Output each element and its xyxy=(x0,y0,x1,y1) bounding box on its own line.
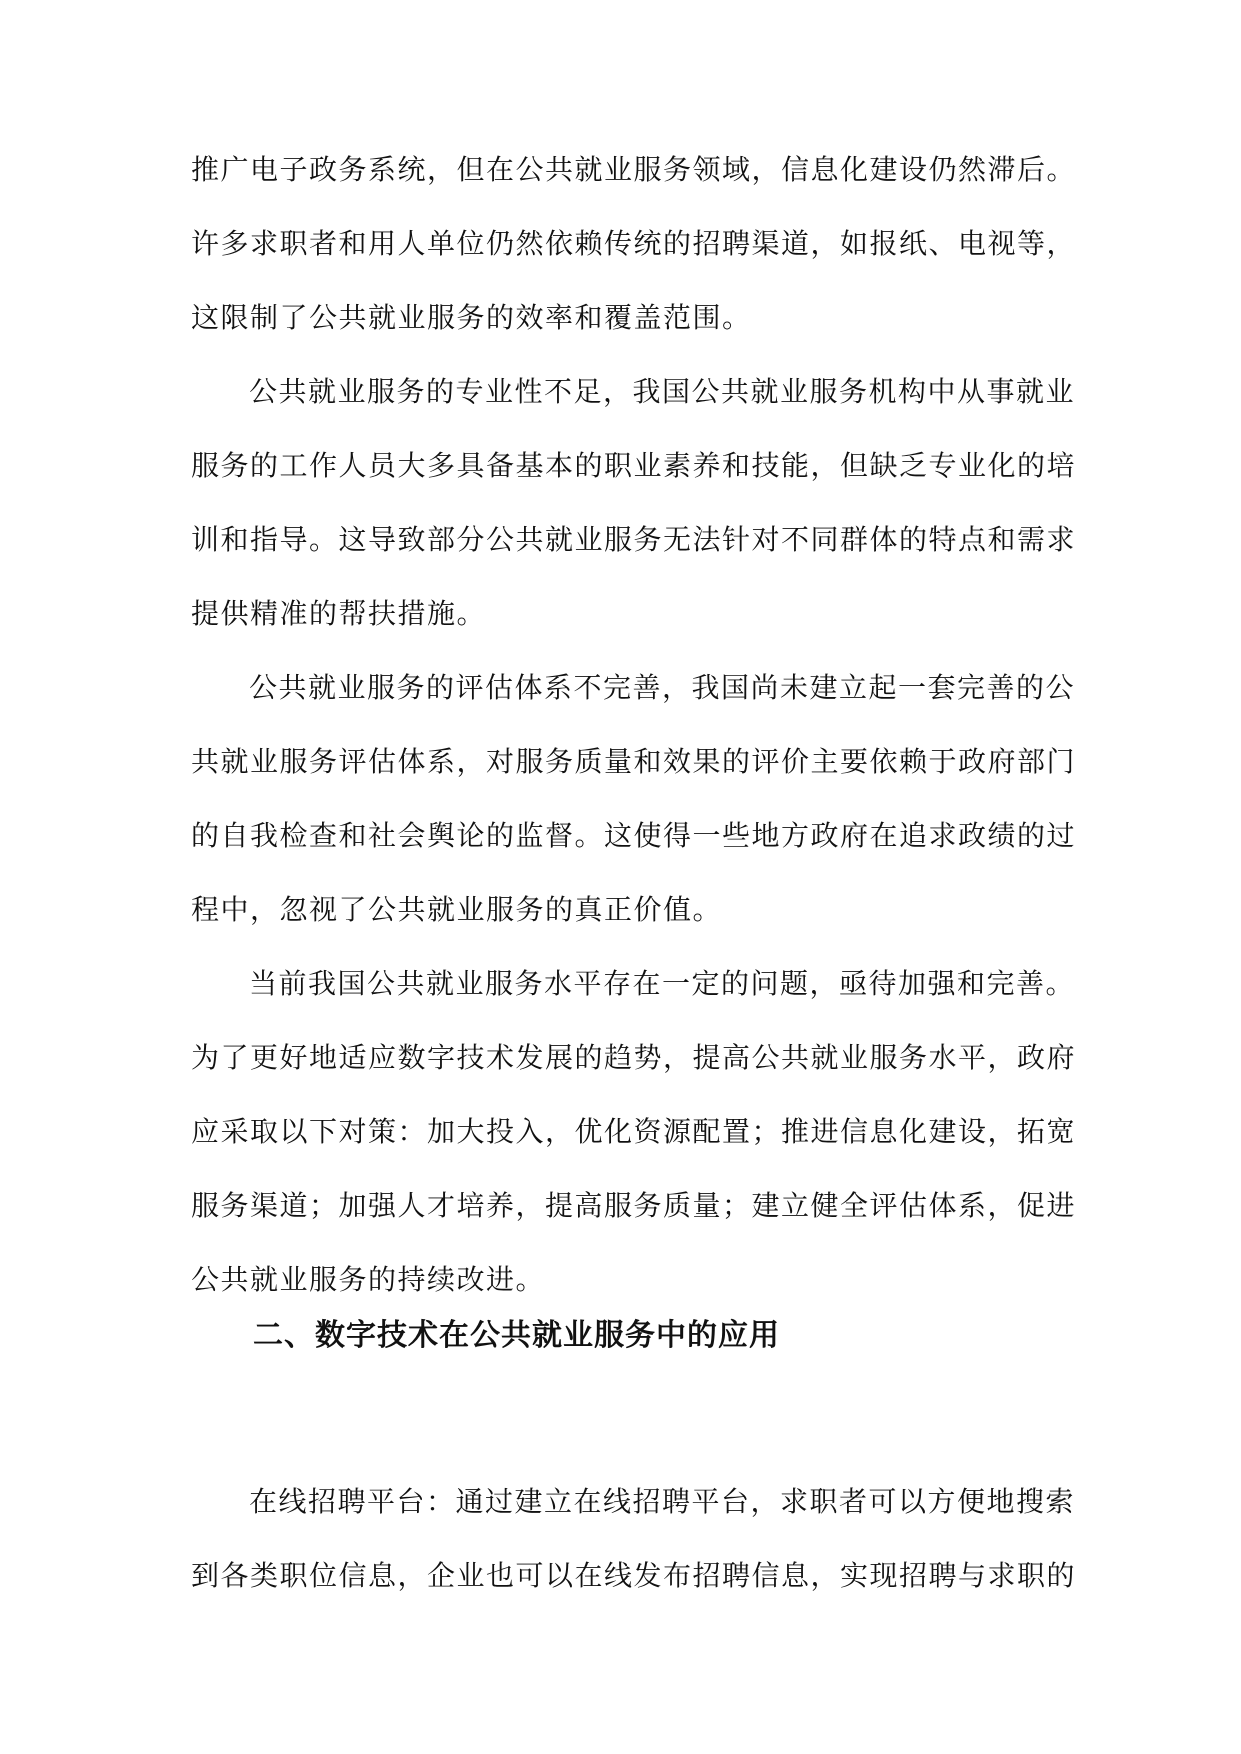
paragraph-line: 服务渠道；加强人才培养，提高服务质量；建立健全评估体系，促进 xyxy=(191,1189,1077,1222)
paragraph-line: 应采取以下对策：加大投入，优化资源配置；推进信息化建设，拓宽 xyxy=(191,1115,1077,1148)
paragraph-line: 的自我检查和社会舆论的监督。这使得一些地方政府在追求政绩的过 xyxy=(191,819,1077,852)
paragraph-line: 公共就业服务的专业性不足，我国公共就业服务机构中从事就业 xyxy=(249,375,1076,408)
paragraph-line: 训和指导。这导致部分公共就业服务无法针对不同群体的特点和需求 xyxy=(191,523,1077,556)
paragraph-2 xyxy=(191,355,1077,651)
paragraph-line: 在线招聘平台：通过建立在线招聘平台，求职者可以方便地搜索 xyxy=(249,1485,1076,1518)
paragraph-line: 共就业服务评估体系，对服务质量和效果的评价主要依赖于政府部门 xyxy=(191,745,1077,778)
paragraph-5 xyxy=(191,1465,1077,1613)
paragraph-line: 许多求职者和用人单位仍然依赖传统的招聘渠道，如报纸、电视等， xyxy=(191,227,1077,260)
paragraph-line: 推广电子政务系统，但在公共就业服务领域，信息化建设仍然滞后。 xyxy=(191,153,1077,186)
paragraph-3 xyxy=(191,651,1077,947)
paragraph-line: 公共就业服务的持续改进。 xyxy=(191,1263,546,1296)
paragraph-line: 提供精准的帮扶措施。 xyxy=(191,597,487,630)
paragraph-line: 服务的工作人员大多具备基本的职业素养和技能，但缺乏专业化的培 xyxy=(191,449,1077,482)
paragraph-line: 当前我国公共就业服务水平存在一定的问题，亟待加强和完善。 xyxy=(249,967,1076,1000)
paragraph-line: 这限制了公共就业服务的效率和覆盖范围。 xyxy=(191,301,752,334)
paragraph-1 xyxy=(191,133,1077,355)
paragraph-4 xyxy=(191,947,1077,1317)
paragraph-line: 程中，忽视了公共就业服务的真正价值。 xyxy=(191,893,723,926)
paragraph-line: 为了更好地适应数字技术发展的趋势，提高公共就业服务水平，政府 xyxy=(191,1041,1077,1074)
section-heading: 二、数字技术在公共就业服务中的应用 xyxy=(253,1318,780,1353)
paragraph-line: 到各类职位信息，企业也可以在线发布招聘信息，实现招聘与求职的 xyxy=(191,1559,1077,1592)
paragraph-line: 公共就业服务的评估体系不完善，我国尚未建立起一套完善的公 xyxy=(249,671,1076,704)
